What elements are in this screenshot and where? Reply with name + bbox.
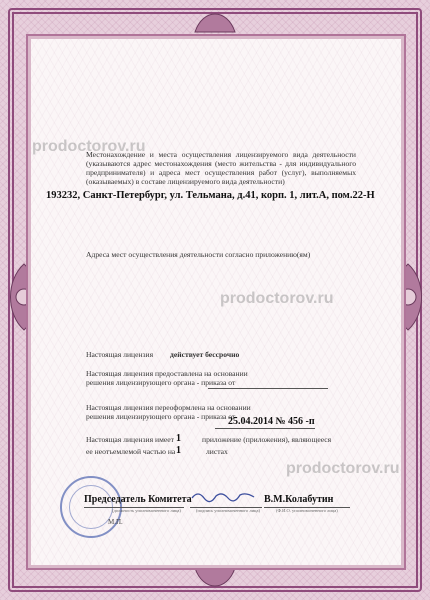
watermark: prodoctorov.ru — [32, 138, 146, 155]
watermark: prodoctorov.ru — [220, 290, 334, 307]
signer-name-caption: (Ф.И.О. уполномоченного лица) — [276, 508, 338, 513]
license-address: 193232, Санкт-Петербург, ул. Тельмана, д.41, корп. 1, лит.А, пом.22-Н — [46, 190, 375, 201]
signature-caption: (подпись уполномоченного лица) — [196, 508, 260, 513]
appendix-text: Настоящая лицензия имеет — [86, 435, 174, 444]
validity-label: Настоящая лицензия — [86, 350, 154, 359]
reissued-order: 25.04.2014 № 456 -п — [228, 416, 315, 427]
signer-title-caption: (должность уполномоченного лица) — [112, 508, 181, 513]
reissued-text: Настоящая лицензия переоформлена на основании решения лицензирующего органа - приказа от — [86, 403, 251, 422]
location-heading: Местонахождение и места осуществления лицензируемого вида деятельности (указываются адрес местонахождения (место жительства - для индивидуального предпринимателя) и адреса мест осуществления работ (услуг), выполняемых (оказываемых) в составе лицензируемого вида деятельности) — [86, 150, 356, 187]
signer-name: В.М.Колабутин — [264, 494, 334, 505]
places-note: Адреса мест осуществления деятельности согласно приложению(ям) — [86, 250, 311, 259]
appendix-left2: ее неотъемлемой частью на — [86, 447, 176, 456]
validity-value: действует бессрочно — [170, 350, 240, 359]
signer-title: Председатель Комитета — [84, 494, 192, 505]
appendix-sheets: 1 — [176, 445, 181, 456]
ornament-icon — [193, 566, 237, 594]
appendix-right2: листах — [206, 447, 228, 456]
granted-text: Настоящая лицензия предоставлена на основании решения лицензирующего органа - приказа от — [86, 369, 248, 388]
stamp-mark: М.П. — [108, 518, 123, 526]
ornament-icon — [193, 6, 237, 34]
reissued-date-line — [215, 428, 315, 429]
granted-date-line — [208, 388, 328, 389]
signature — [190, 488, 256, 504]
appendix-right: приложение (приложения), являющееся — [202, 435, 332, 444]
appendix-count: 1 — [176, 433, 181, 444]
watermark: prodoctorov.ru — [286, 460, 400, 477]
